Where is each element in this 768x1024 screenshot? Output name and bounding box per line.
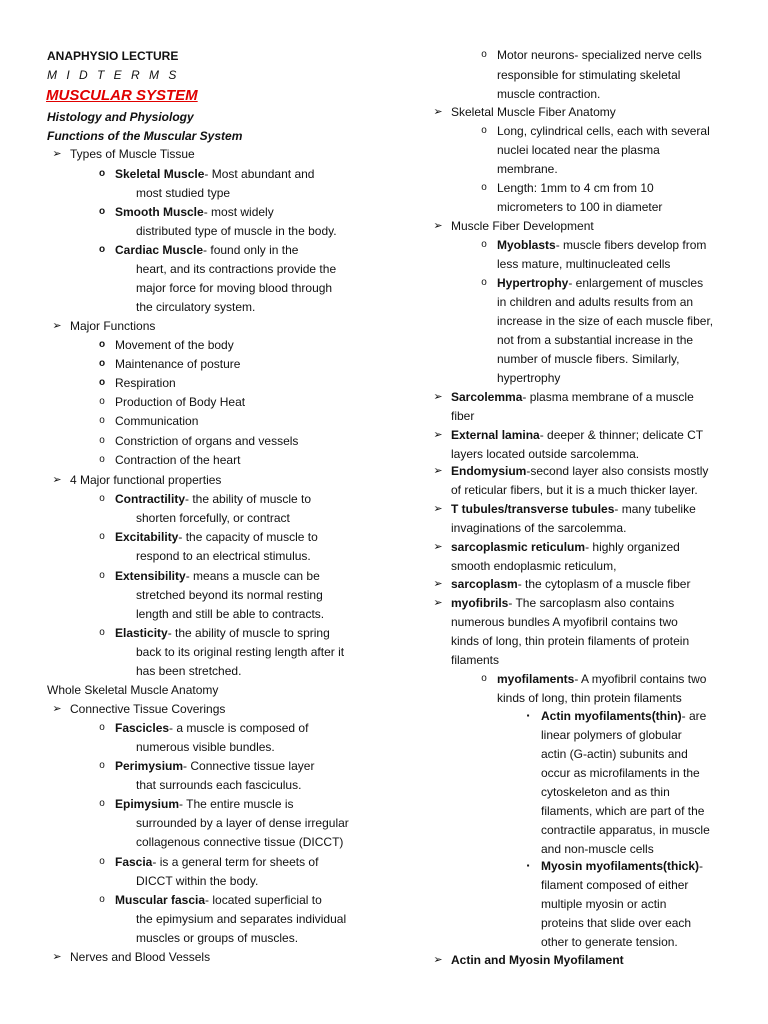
- text-span: Communication: [115, 414, 199, 428]
- term-label: Actin and Myosin Myofilament: [451, 953, 624, 967]
- text-span: proteins that slide over each: [541, 916, 692, 930]
- text-span: - Most abundant and: [204, 167, 315, 181]
- left-text-line: [136, 663, 241, 679]
- term-label: myofibrils: [451, 596, 509, 610]
- text-span: cytoskeleton and as thin: [541, 785, 670, 799]
- text-span: Muscle Fiber Development: [451, 219, 594, 233]
- text-span: - means a muscle can be: [185, 569, 320, 583]
- right-text-line: [541, 708, 706, 724]
- text-span: muscles or groups of muscles.: [136, 931, 299, 945]
- text-span: Respiration: [115, 376, 176, 390]
- text-span: 4 Major functional properties: [70, 473, 222, 487]
- text-span: filaments, which are part of the: [541, 804, 705, 818]
- text-span: - the capacity of muscle to: [178, 530, 318, 544]
- text-span: Constriction of organs and vessels: [115, 434, 299, 448]
- circle-bullet-icon: o: [98, 244, 106, 255]
- right-text-line: [497, 47, 702, 63]
- left-text-line: [47, 682, 218, 698]
- left-text-line: [70, 701, 225, 717]
- right-text-line: [497, 313, 713, 329]
- left-text-line: [136, 606, 324, 622]
- term-label: Fascicles: [115, 721, 170, 735]
- circle-bullet-icon: o: [99, 722, 105, 733]
- term-label: Extensibility: [115, 569, 186, 583]
- text-span: not from a substantial increase in the: [497, 333, 694, 347]
- text-span: - The entire muscle is: [179, 797, 294, 811]
- right-text-line: [451, 614, 678, 630]
- arrow-bullet-icon: ➢: [433, 578, 443, 590]
- left-text-line: [136, 185, 230, 201]
- topic-heading: MUSCULAR SYSTEM: [46, 87, 198, 104]
- left-text-line: [136, 299, 255, 315]
- left-text-line: [115, 433, 298, 449]
- text-span: - the ability of muscle to: [185, 492, 312, 506]
- left-text-line: [136, 261, 336, 277]
- term-label: M I D T E R M S: [47, 68, 180, 82]
- right-text-line: [541, 858, 703, 874]
- left-text-line: [115, 166, 314, 182]
- text-span: Contraction of the heart: [115, 453, 241, 467]
- text-span: Whole Skeletal Muscle Anatomy: [47, 683, 219, 697]
- text-span: Production of Body Heat: [115, 395, 246, 409]
- square-bullet-icon: ▪: [526, 711, 530, 720]
- arrow-bullet-icon: ➢: [433, 391, 443, 403]
- left-text-line: [115, 337, 234, 353]
- term-label: myofilaments: [497, 672, 575, 686]
- left-text-line: [136, 834, 343, 850]
- right-text-line: [451, 539, 680, 555]
- right-text-line: [541, 746, 688, 762]
- arrow-bullet-icon: ➢: [433, 220, 443, 232]
- term-label: Myosin myofilaments(thick): [541, 859, 700, 873]
- left-text-line: [115, 529, 318, 545]
- left-text-line: [136, 510, 290, 526]
- text-span: occur as microfilaments in the: [541, 766, 700, 780]
- text-span: actin (G-actin) subunits and: [541, 747, 688, 761]
- text-span: of reticular fibers, but it is a much thicker layer.: [451, 483, 698, 497]
- text-span: - found only in the: [203, 243, 299, 257]
- right-text-line: [497, 123, 710, 139]
- right-text-line: [541, 727, 682, 743]
- text-span: has been stretched.: [136, 664, 242, 678]
- text-span: layers located outside sarcolemma.: [451, 447, 640, 461]
- text-span: muscle contraction.: [497, 87, 601, 101]
- left-text-line: [70, 949, 210, 965]
- left-text-line: [136, 739, 275, 755]
- left-text-line: [115, 892, 322, 908]
- text-span: - highly organized: [585, 540, 680, 554]
- text-span: filament composed of either: [541, 878, 689, 892]
- right-text-line: [497, 690, 682, 706]
- square-bullet-icon: ▪: [526, 861, 530, 870]
- left-text-line: [115, 413, 198, 429]
- left-text-line: [115, 356, 240, 372]
- arrow-bullet-icon: ➢: [433, 106, 443, 118]
- left-text-line: [136, 223, 337, 239]
- text-span: -second layer also consists mostly: [526, 464, 709, 478]
- circle-bullet-icon: o: [98, 358, 106, 369]
- right-text-line: [541, 765, 700, 781]
- left-text-line: [136, 815, 349, 831]
- right-text-line: [451, 446, 639, 462]
- right-text-line: [497, 86, 600, 102]
- right-text-line: [451, 652, 499, 668]
- text-span: Types of Muscle Tissue: [70, 147, 195, 161]
- circle-bullet-icon: o: [99, 894, 105, 905]
- arrow-bullet-icon: ➢: [433, 429, 443, 441]
- circle-bullet-icon: o: [99, 798, 105, 809]
- left-text-line: [70, 472, 221, 488]
- text-span: kinds of long, thin protein filaments: [497, 691, 682, 705]
- right-text-line: [451, 389, 694, 405]
- text-span: heart, and its contractions provide the: [136, 262, 337, 276]
- text-span: Length: 1mm to 4 cm from 10: [497, 181, 654, 195]
- left-text-line: [136, 548, 311, 564]
- term-label: Skeletal Muscle: [115, 167, 205, 181]
- text-span: - most widely: [203, 205, 274, 219]
- term-label: Epimysium: [115, 797, 180, 811]
- text-span: - is a general term for sheets of: [152, 855, 319, 869]
- text-span: filaments: [451, 653, 500, 667]
- left-text-line: [136, 930, 298, 946]
- right-text-line: [497, 370, 560, 386]
- right-text-line: [497, 275, 703, 291]
- right-text-line: [541, 934, 678, 950]
- text-span: - located superficial to: [205, 893, 322, 907]
- circle-bullet-icon: o: [481, 49, 487, 60]
- term-label: sarcoplasmic reticulum: [451, 540, 586, 554]
- right-text-line: [451, 595, 674, 611]
- text-span: - enlargement of muscles: [568, 276, 704, 290]
- text-span: Connective Tissue Coverings: [70, 702, 226, 716]
- right-text-line: [451, 952, 624, 968]
- circle-bullet-icon: o: [481, 239, 487, 250]
- left-text-line: [136, 873, 258, 889]
- subtitle-histology: Histology and Physiology: [47, 110, 194, 124]
- circle-bullet-icon: o: [99, 856, 105, 867]
- left-text-line: [136, 911, 346, 927]
- text-span: back to its original resting length after it: [136, 645, 345, 659]
- right-text-line: [451, 427, 703, 443]
- term-label: T tubules/transverse tubules: [451, 502, 615, 516]
- text-span: kinds of long, thin protein filaments of protein: [451, 634, 690, 648]
- circle-bullet-icon: o: [99, 415, 105, 426]
- text-span: stretched beyond its normal resting: [136, 588, 323, 602]
- text-span: - deeper & thinner; delicate CT: [539, 428, 704, 442]
- arrow-bullet-icon: ➢: [433, 465, 443, 477]
- arrow-bullet-icon: ➢: [52, 703, 62, 715]
- left-text-line: [115, 796, 294, 812]
- text-span: - the cytoplasm of a muscle fiber: [517, 577, 691, 591]
- right-text-line: [451, 408, 474, 424]
- text-span: linear polymers of globular: [541, 728, 682, 742]
- right-text-line: [541, 803, 704, 819]
- arrow-bullet-icon: ➢: [52, 148, 62, 160]
- text-span: - plasma membrane of a muscle: [522, 390, 694, 404]
- right-text-line: [451, 501, 696, 517]
- text-span: the circulatory system.: [136, 300, 256, 314]
- arrow-bullet-icon: ➢: [52, 951, 62, 963]
- right-text-line: [497, 294, 693, 310]
- right-text-line: [541, 915, 691, 931]
- term-label: External lamina: [451, 428, 540, 442]
- right-text-line: [541, 877, 688, 893]
- text-span: contractile apparatus, in muscle: [541, 823, 710, 837]
- circle-bullet-icon: o: [99, 435, 105, 446]
- circle-bullet-icon: o: [98, 377, 106, 388]
- text-span: in children and adults results from an: [497, 295, 694, 309]
- circle-bullet-icon: o: [99, 627, 105, 638]
- left-text-line: [115, 375, 176, 391]
- right-text-line: [497, 332, 693, 348]
- circle-bullet-icon: o: [98, 206, 106, 217]
- circle-bullet-icon: o: [481, 277, 487, 288]
- right-text-line: [497, 256, 670, 272]
- text-span: fiber: [451, 409, 475, 423]
- text-span: -: [699, 859, 704, 873]
- circle-bullet-icon: o: [99, 396, 105, 407]
- term-label: Endomysium: [451, 464, 527, 478]
- text-span: DICCT within the body.: [136, 874, 259, 888]
- term-label: Smooth Muscle: [115, 205, 204, 219]
- left-text-line: [115, 204, 274, 220]
- text-span: smooth endoplasmic reticulum,: [451, 559, 617, 573]
- text-span: hypertrophy: [497, 371, 561, 385]
- text-span: number of muscle fibers. Similarly,: [497, 352, 680, 366]
- left-text-line: [136, 280, 332, 296]
- text-span: membrane.: [497, 162, 558, 176]
- circle-bullet-icon: o: [481, 182, 487, 193]
- right-text-line: [451, 520, 626, 536]
- circle-bullet-icon: o: [99, 760, 105, 771]
- circle-bullet-icon: o: [98, 339, 106, 350]
- term-label: Elasticity: [115, 626, 168, 640]
- arrow-bullet-icon: ➢: [52, 474, 62, 486]
- text-span: length and still be able to contracts.: [136, 607, 325, 621]
- right-text-line: [497, 237, 706, 253]
- text-span: Skeletal Muscle Fiber Anatomy: [451, 105, 616, 119]
- text-span: Motor neurons: [497, 48, 575, 62]
- right-text-line: [497, 67, 680, 83]
- left-text-line: [136, 644, 344, 660]
- text-span: less mature, multinucleated cells: [497, 257, 671, 271]
- right-text-line: [451, 104, 616, 120]
- right-text-line: [497, 142, 660, 158]
- left-text-line: [115, 854, 318, 870]
- left-text-line: [115, 720, 308, 736]
- right-text-line: [497, 161, 558, 177]
- text-span: other to generate tension.: [541, 935, 678, 949]
- term-label: Cardiac Muscle: [115, 243, 204, 257]
- text-span: and non-muscle cells: [541, 842, 654, 856]
- right-text-line: [451, 218, 594, 234]
- left-text-line: [115, 568, 320, 584]
- text-span: - The sarcoplasm also contains: [508, 596, 675, 610]
- right-text-line: [541, 896, 666, 912]
- circle-bullet-icon: o: [99, 531, 105, 542]
- right-text-line: [451, 558, 616, 574]
- text-span: micrometers to 100 in diameter: [497, 200, 663, 214]
- circle-bullet-icon: o: [99, 454, 105, 465]
- text-span: Long, cylindrical cells, each with several: [497, 124, 710, 138]
- text-span: Major Functions: [70, 319, 156, 333]
- right-text-line: [541, 784, 670, 800]
- text-span: - A myofibril contains two: [574, 672, 707, 686]
- circle-bullet-icon: o: [481, 125, 487, 136]
- course-title: ANAPHYSIO LECTURE: [47, 49, 179, 63]
- right-text-line: [451, 463, 708, 479]
- text-span: surrounded by a layer of dense irregular: [136, 816, 349, 830]
- left-text-line: [70, 146, 195, 162]
- term-label: Fascia: [115, 855, 153, 869]
- text-span: numerous bundles A myofibril contains two: [451, 615, 678, 629]
- left-text-line: [115, 491, 311, 507]
- term-label: Contractility: [115, 492, 186, 506]
- circle-bullet-icon: o: [99, 493, 105, 504]
- left-text-line: [115, 758, 314, 774]
- left-text-line: [115, 394, 245, 410]
- circle-bullet-icon: o: [99, 570, 105, 581]
- left-text-line: [136, 587, 323, 603]
- term-label: sarcoplasm: [451, 577, 518, 591]
- term-label: Hypertrophy: [497, 276, 569, 290]
- term-label: Actin myofilaments(thin): [541, 709, 682, 723]
- text-span: Maintenance of posture: [115, 357, 241, 371]
- text-span: that surrounds each fasciculus.: [136, 778, 302, 792]
- text-span: - the ability of muscle to spring: [167, 626, 330, 640]
- text-span: shorten forcefully, or contract: [136, 511, 290, 525]
- text-span: - a muscle is composed of: [169, 721, 309, 735]
- left-text-line: [115, 452, 240, 468]
- text-span: Nerves and Blood Vessels: [70, 950, 211, 964]
- right-text-line: [541, 822, 710, 838]
- arrow-bullet-icon: ➢: [52, 320, 62, 332]
- text-span: the epimysium and separates individual: [136, 912, 347, 926]
- text-span: increase in the size of each muscle fiber,: [497, 314, 714, 328]
- text-span: nuclei located near the plasma: [497, 143, 660, 157]
- right-text-line: [451, 576, 690, 592]
- right-text-line: [541, 841, 654, 857]
- arrow-bullet-icon: ➢: [433, 541, 443, 553]
- left-text-line: [115, 242, 298, 258]
- text-span: respond to an electrical stimulus.: [136, 549, 311, 563]
- right-text-line: [451, 633, 689, 649]
- arrow-bullet-icon: ➢: [433, 503, 443, 515]
- arrow-bullet-icon: ➢: [433, 597, 443, 609]
- text-span: multiple myosin or actin: [541, 897, 667, 911]
- text-span: - Connective tissue layer: [183, 759, 315, 773]
- text-span: - muscle fibers develop from: [555, 238, 707, 252]
- text-span: numerous visible bundles.: [136, 740, 275, 754]
- right-text-line: [497, 180, 654, 196]
- circle-bullet-icon: o: [481, 673, 487, 684]
- text-span: major force for moving blood through: [136, 281, 333, 295]
- text-span: - are: [681, 709, 707, 723]
- text-span: - specialized nerve cells: [574, 48, 702, 62]
- right-text-line: [497, 199, 662, 215]
- text-span: Movement of the body: [115, 338, 234, 352]
- text-span: collagenous connective tissue (DICCT): [136, 835, 344, 849]
- text-span: - many tubelike: [614, 502, 696, 516]
- left-text-line: [70, 318, 155, 334]
- subtitle-functions: Functions of the Muscular System: [47, 129, 243, 143]
- left-text-line: [115, 625, 330, 641]
- term-label: Muscular fascia: [115, 893, 206, 907]
- right-text-line: [497, 671, 706, 687]
- term-label: Sarcolemma: [451, 390, 523, 404]
- arrow-bullet-icon: ➢: [433, 954, 443, 966]
- term-label: Perimysium: [115, 759, 184, 773]
- text-span: distributed type of muscle in the body.: [136, 224, 337, 238]
- right-text-line: [497, 351, 680, 367]
- text-span: invaginations of the sarcolemma.: [451, 521, 627, 535]
- left-text-line: [136, 777, 301, 793]
- text-span: responsible for stimulating skeletal: [497, 68, 681, 82]
- circle-bullet-icon: o: [98, 168, 106, 179]
- term-label: Excitability: [115, 530, 179, 544]
- text-span: most studied type: [136, 186, 231, 200]
- right-text-line: [451, 482, 698, 498]
- term-label: Myoblasts: [497, 238, 556, 252]
